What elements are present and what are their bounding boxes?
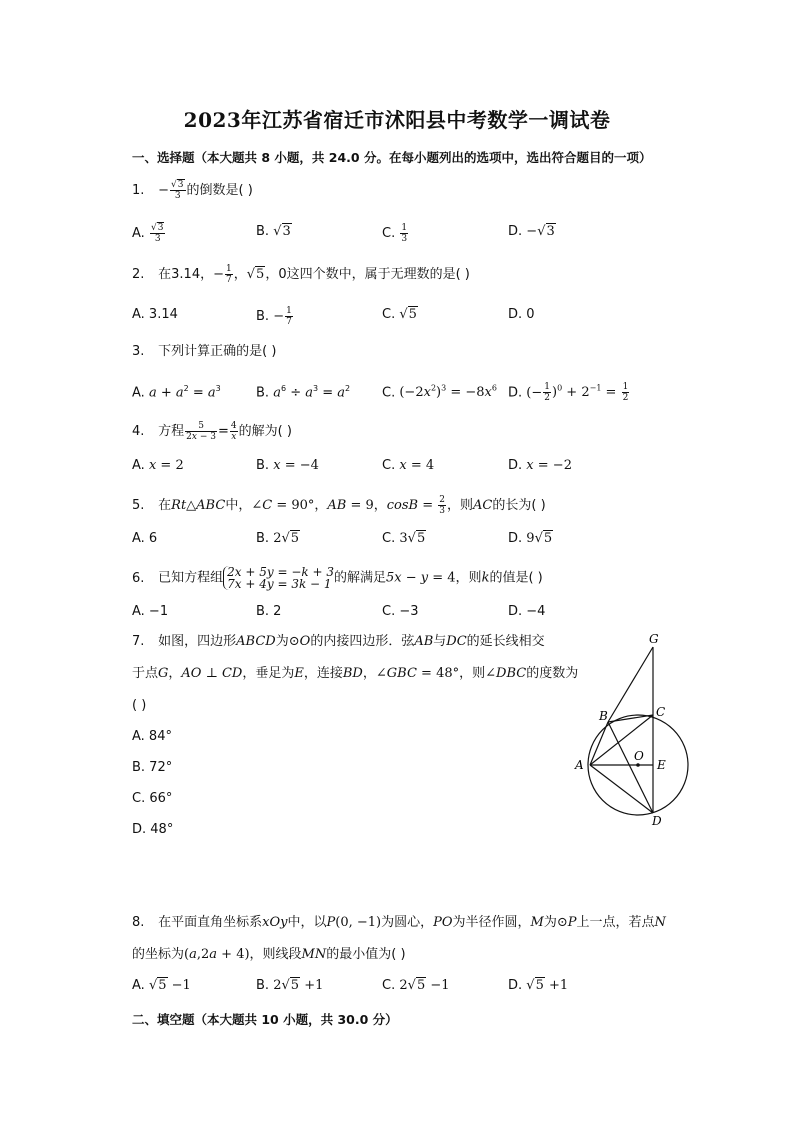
option-a: A. $\frac{√3}{3}$ — [132, 223, 164, 244]
option-b: B. √3 — [256, 224, 291, 239]
option-b: B. − $\frac{1}{7}$ — [256, 306, 292, 327]
question-number: 1. — [132, 183, 145, 198]
option-b: B. x = −4 — [256, 458, 319, 473]
section-heading-choice: 一、选择题（本大题共 8 小题，共 24.0 分。在每小题列出的选项中，选出符合题目的一项） — [132, 150, 652, 165]
option-d: D. (− $\frac{1}{2}$ )$^0 + 2^{-1}$ = $\frac{1}{2}$ — [508, 382, 629, 404]
question-text: 的倒数是( ) — [186, 183, 253, 198]
option-c: C. √5 — [382, 307, 417, 322]
options-row-3 — [0, 380, 794, 404]
page-title: 2023年江苏省宿迁市沭阳县中考数学一调试卷 — [183, 108, 611, 132]
options-row-2 — [0, 306, 794, 326]
question-8-line-2: 的坐标为(a,2a + 4)，则线段MN的最小值为( ) — [132, 947, 406, 962]
question-7-line-2: 于点G，AO ⊥ CD，垂足为E，连接BD，∠GBC = 48°，则∠DBC的度数为 — [132, 666, 579, 681]
option-c: C. −3 — [382, 604, 419, 619]
option-b: B. $a^6 \div a^3 = a^2$ — [256, 384, 351, 401]
option-c: C. x = 4 — [382, 458, 435, 473]
option-a: A. 3.14 — [132, 307, 178, 322]
options-row-1 — [0, 223, 794, 243]
option-c: C. $(-2x^2)^3 = -8x^6$ — [382, 384, 497, 401]
options-row-5 — [0, 530, 794, 550]
label-o: O — [634, 749, 644, 763]
question-3: 3. 下列计算正确的是( ) — [132, 344, 277, 359]
option-a: A. 84° — [132, 729, 172, 744]
option-d: D. 0 — [508, 307, 535, 322]
label-g: G — [649, 632, 659, 646]
geometry-figure — [560, 625, 700, 835]
question-6: 6. 已知方程组 2x + 5y = −k + 3 7x + 4y = 3k − 1 的解满足5x − y = 4，则k的值是( ) — [132, 565, 543, 591]
option-b: B. 72° — [132, 760, 173, 775]
center-point — [636, 763, 640, 767]
option-c: C. 66° — [132, 791, 173, 806]
question-7-line-3: ( ) — [132, 698, 147, 713]
option-c: C. $\frac{1}{3}$ — [382, 223, 408, 244]
label-d: D — [652, 814, 662, 828]
options-row-4 — [0, 457, 794, 477]
option-c: C. 2√5 −1 — [382, 978, 450, 993]
fraction: $\frac{√3}{3}$ — [171, 180, 184, 201]
option-b: B. 2√5 — [256, 531, 300, 546]
question-2: 2. 在3.14，− $\frac{1}{7}$ ，√5，0这四个数中，属于无理数的是( ) — [132, 264, 470, 285]
question-number: 8. — [132, 915, 145, 930]
question-number: 2. — [132, 267, 145, 282]
question-number: 3. — [132, 344, 145, 359]
question-7-line-1: 7. 如图，四边形ABCD为⊙O的内接四边形．弦AB与DC的延长线相交 — [132, 634, 545, 649]
options-row-8 — [0, 977, 794, 997]
question-number: 5. — [132, 498, 145, 513]
option-d: D. x = −2 — [508, 458, 572, 473]
label-c: C — [656, 705, 666, 719]
option-d: D. 9√5 — [508, 531, 553, 546]
option-a: A. −1 — [132, 604, 169, 619]
option-c: C. 3√5 — [382, 531, 426, 546]
question-number: 6. — [132, 570, 145, 586]
option-b: B. 2√5 +1 — [256, 978, 324, 993]
section-heading-fill: 二、填空题（本大题共 10 小题，共 30.0 分） — [132, 1012, 398, 1027]
option-a: A. √5 −1 — [132, 978, 191, 993]
options-row-6 — [0, 603, 794, 623]
option-d: D. 48° — [132, 822, 174, 837]
label-b: B — [599, 709, 608, 723]
equation-system: 2x + 5y = −k + 3 7x + 4y = 3k − 1 — [223, 566, 334, 590]
line-a-d — [590, 765, 653, 813]
question-number: 7. — [132, 634, 145, 649]
option-d: D. −4 — [508, 604, 546, 619]
option-d: D. √5 +1 — [508, 978, 569, 993]
option-a: A. 6 — [132, 531, 158, 546]
question-5: 5. 在Rt△ABC中，∠C = 90°，AB = 9，cosB = $\frac{2}{3}$ ，则AC的长为( ) — [132, 495, 546, 516]
line-b-d — [608, 722, 653, 813]
question-8-line-1: 8. 在平面直角坐标系xOy中，以P(0, −1)为圆心，PO为半径作圆，M为⊙P上一点，若点N — [132, 915, 666, 930]
option-b: B. 2 — [256, 604, 282, 619]
label-a: A — [575, 758, 584, 772]
question-number: 4. — [132, 424, 145, 439]
option-a: A. $a + a^2 = a^3$ — [132, 384, 221, 401]
question-4: 4. 方程 $\frac{5}{2x - 3}$ = $\frac{4}{x}$ 的解为( ) — [132, 421, 292, 442]
option-d: D. −√3 — [508, 224, 555, 239]
option-a: A. x = 2 — [132, 458, 184, 473]
line-g-b — [608, 647, 653, 722]
label-e: E — [657, 758, 666, 772]
question-1: 1. − $\frac{√3}{3}$ 的倒数是( ) — [132, 180, 253, 201]
